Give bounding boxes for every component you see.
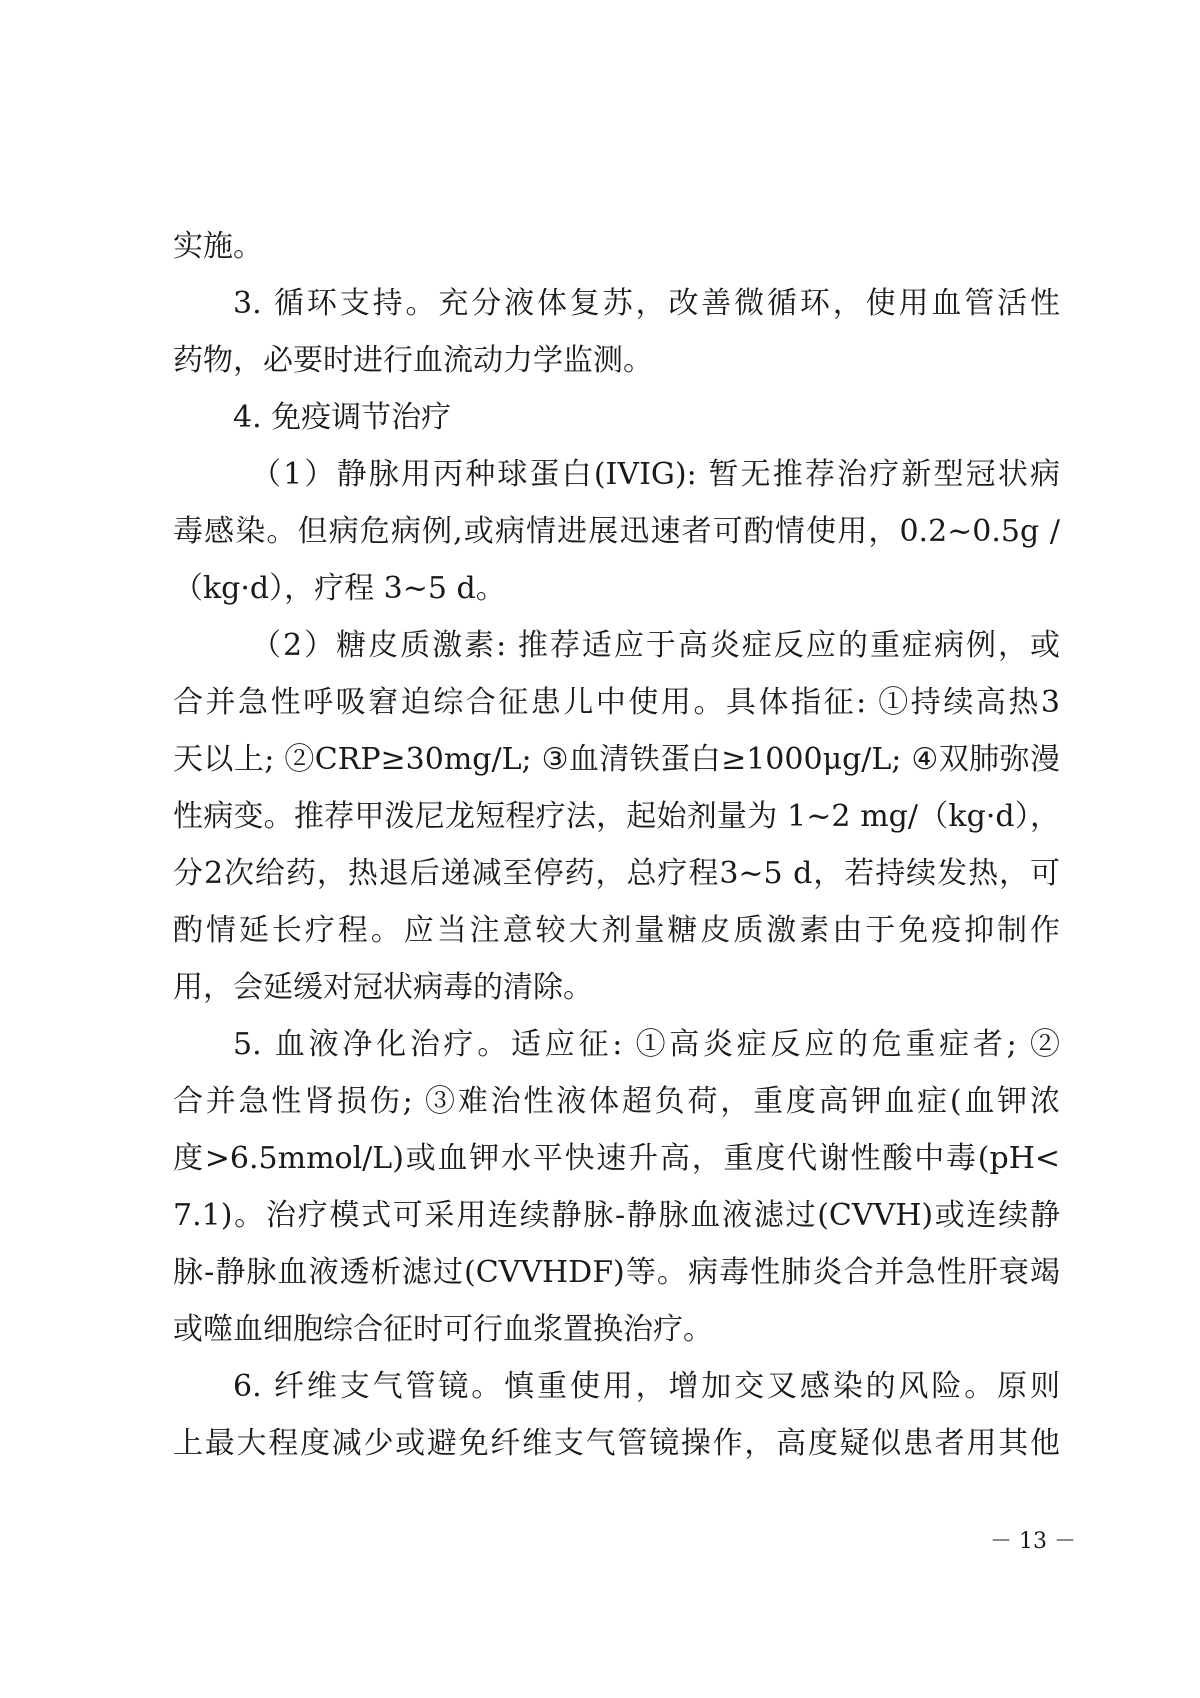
text-line: 或噬血细胞综合征时可行血浆置换治疗。 [173,1312,713,1347]
text-line: （1）静脉用丙种球蛋白(IVIG): 暂无推荐治疗新型冠状病 [251,457,1060,492]
text-line: 合并急性呼吸窘迫综合征患儿中使用。具体指征: ①持续高热3 [173,685,1060,720]
text-line: （kg·d），疗程 3~5 d。 [173,571,506,606]
text-line: 分2次给药，热退后递减至停药，总疗程3~5 d，若持续发热，可 [173,856,1060,891]
text-line: 用，会延缓对冠状病毒的清除。 [173,970,593,1005]
text-line: 酌情延长疗程。应当注意较大剂量糖皮质激素由于免疫抑制作 [173,913,1060,948]
text-line: 度>6.5mmol/L)或血钾水平快速升高，重度代谢性酸中毒(pH< [173,1141,1060,1176]
text-line: 性病变。推荐甲泼尼龙短程疗法，起始剂量为 1~2 mg/（kg·d）， [173,799,1060,834]
text-line: 6. 纤维支气管镜。慎重使用，增加交叉感染的风险。原则 [233,1369,1060,1404]
section-heading: 4. 免疫调节治疗 [233,400,452,435]
body-text [173,218,1060,1472]
text-line: 3. 循环支持。充分液体复苏，改善微循环，使用血管活性 [233,286,1060,321]
text-line: 上最大程度减少或避免纤维支气管镜操作，高度疑似患者用其他 [173,1426,1060,1461]
text-line: 毒感染。但病危病例,或病情进展迅速者可酌情使用，0.2~0.5g / [173,514,1060,549]
text-line: 药物，必要时进行血流动力学监测。 [173,343,653,378]
page-number: － 13 － [990,1529,1076,1554]
text-line: 天以上; ②CRP≥30mg/L; ③血清铁蛋白≥1000μg/L; ④双肺弥漫 [173,742,1060,777]
text-line: （2）糖皮质激素: 推荐适应于高炎症反应的重症病例，或 [251,628,1060,663]
text-line: 5. 血液净化治疗。适应征: ①高炎症反应的危重症者; ② [233,1027,1060,1062]
text-line: 脉-静脉血液透析滤过(CVVHDF)等。病毒性肺炎合并急性肝衰竭 [173,1255,1060,1290]
text-line: 实施。 [173,229,263,264]
text-line: 7.1)。治疗模式可采用连续静脉-静脉血液滤过(CVVH)或连续静 [173,1198,1060,1233]
text-line: 合并急性肾损伤; ③难治性液体超负荷，重度高钾血症(血钾浓 [173,1084,1060,1119]
